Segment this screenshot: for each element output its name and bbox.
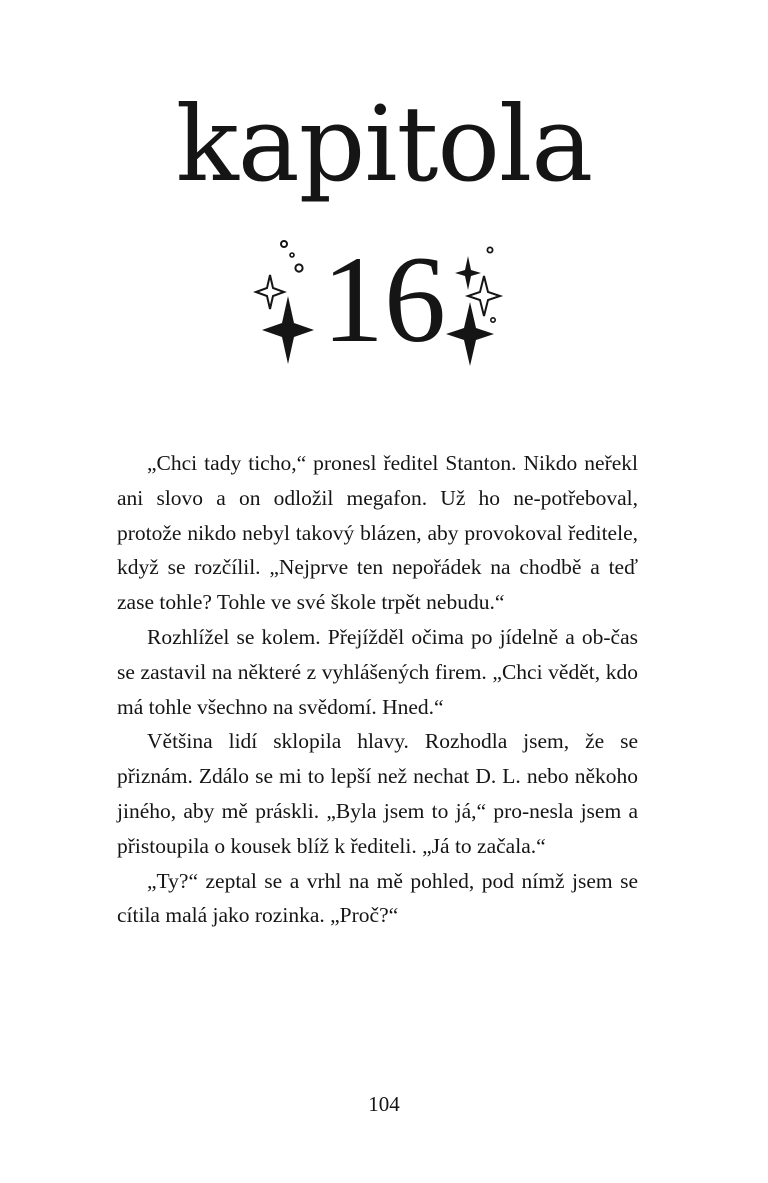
chapter-heading: kapitola [175,83,593,205]
paragraph: Rozhlížel se kolem. Přejížděl očima po jídelně a ob-čas se zastavil na některé z vyhlášených firem. „Chci vědět, kdo má tohle všechno na svědomí. Hned.“ [117,624,638,719]
paragraph: Většina lidí sklopila hlavy. Rozhodla jsem, že se přiznám. Zdálo se mi to lepší než nechat D. L. nebo někoho jiného, aby mě práskli. „Byla jsem to já,“ pro-nesla jsem a přistoupila o kousek blíž k řediteli. „Já to začala.“ [117,729,638,858]
chapter-number: 16 [322,231,446,368]
paragraph: „Chci tady ticho,“ pronesl ředitel Stanton. Nikdo neřekl ani slovo a on odložil megafon. Už ho ne-potřeboval, protože nikdo nebyl takový blázen, aby provokoval ředitele, když se rozčílil. „Nejprve ten nepořádek na chodbě a teď zase tohle? Tohle ve své škole trpět nebudu.“ [117,451,638,615]
paragraph: „Ty?“ zeptal se a vrhl na mě pohled, pod nímž jsem se cítila malá jako rozinka. „Proč?“ [117,868,638,928]
chapter-body-text [117,446,638,933]
page-number: 104 [368,1092,400,1116]
sparkle-stars-icon [446,230,556,370]
chapter-number-row [0,230,768,370]
